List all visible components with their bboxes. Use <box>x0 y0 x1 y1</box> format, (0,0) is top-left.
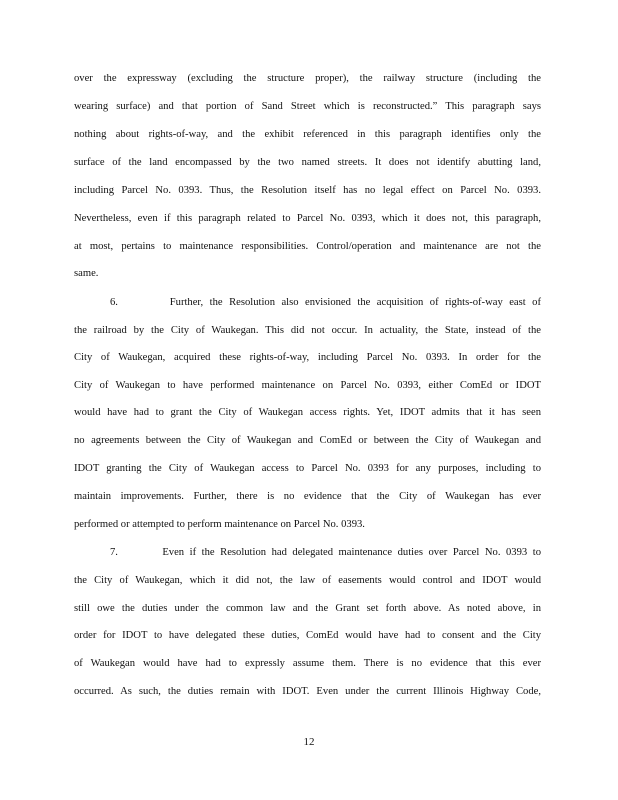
body-line: Nevertheless, even if this paragraph related to Parcel No. 0393, which it does not, this paragraph, <box>74 213 541 224</box>
body-line: of Waukegan would have had to expressly assume them. There is no evidence that this ever <box>74 658 541 669</box>
page-number: 12 <box>303 736 315 748</box>
paragraph-7-first-line: 7. Even if the Resolution had delegated maintenance duties over Parcel No. 0393 to <box>110 547 541 558</box>
body-line: would have had to grant the City of Waukegan access rights. Yet, IDOT admits that it has seen <box>74 407 541 418</box>
body-line: order for IDOT to have delegated these duties, ComEd would have had to consent and the City <box>74 630 541 641</box>
body-line: over the expressway (excluding the structure proper), the railway structure (including the <box>74 73 541 84</box>
body-line: at most, pertains to maintenance responsibilities. Control/operation and maintenance are not the <box>74 241 541 252</box>
body-line: occurred. As such, the duties remain with IDOT. Even under the current Illinois Highway Code, <box>74 686 541 697</box>
body-line: wearing surface) and that portion of Sand Street which is reconstructed.” This paragraph says <box>74 101 541 112</box>
body-line: IDOT granting the City of Waukegan access to Parcel No. 0393 for any purposes, including to <box>74 463 541 474</box>
body-line: still owe the duties under the common law and the Grant set forth above. As noted above, in <box>74 603 541 614</box>
body-line: surface of the land encompassed by the two named streets. It does not identify abutting land, <box>74 157 541 168</box>
body-line: same. <box>74 268 99 279</box>
paragraph-6-first-line: 6. Further, the Resolution also envisioned the acquisition of rights-of-way east of <box>110 297 541 308</box>
body-line: maintain improvements. Further, there is no evidence that the City of Waukegan has ever <box>74 491 541 502</box>
body-line: City of Waukegan to have performed maintenance on Parcel No. 0393, either ComEd or IDOT <box>74 380 541 391</box>
body-line: no agreements between the City of Waukegan and ComEd or between the City of Waukegan and <box>74 435 541 446</box>
body-line: the railroad by the City of Waukegan. This did not occur. In actuality, the State, instead of the <box>74 325 541 336</box>
body-line: the City of Waukegan, which it did not, the law of easements would control and IDOT would <box>74 575 541 586</box>
body-line: performed or attempted to perform maintenance on Parcel No. 0393. <box>74 519 365 530</box>
body-line: nothing about rights-of-way, and the exhibit referenced in this paragraph identifies only the <box>74 129 541 140</box>
body-line: including Parcel No. 0393. Thus, the Resolution itself has no legal effect on Parcel No. 0393. <box>74 185 541 196</box>
body-line: City of Waukegan, acquired these rights-of-way, including Parcel No. 0393. In order for the <box>74 352 541 363</box>
